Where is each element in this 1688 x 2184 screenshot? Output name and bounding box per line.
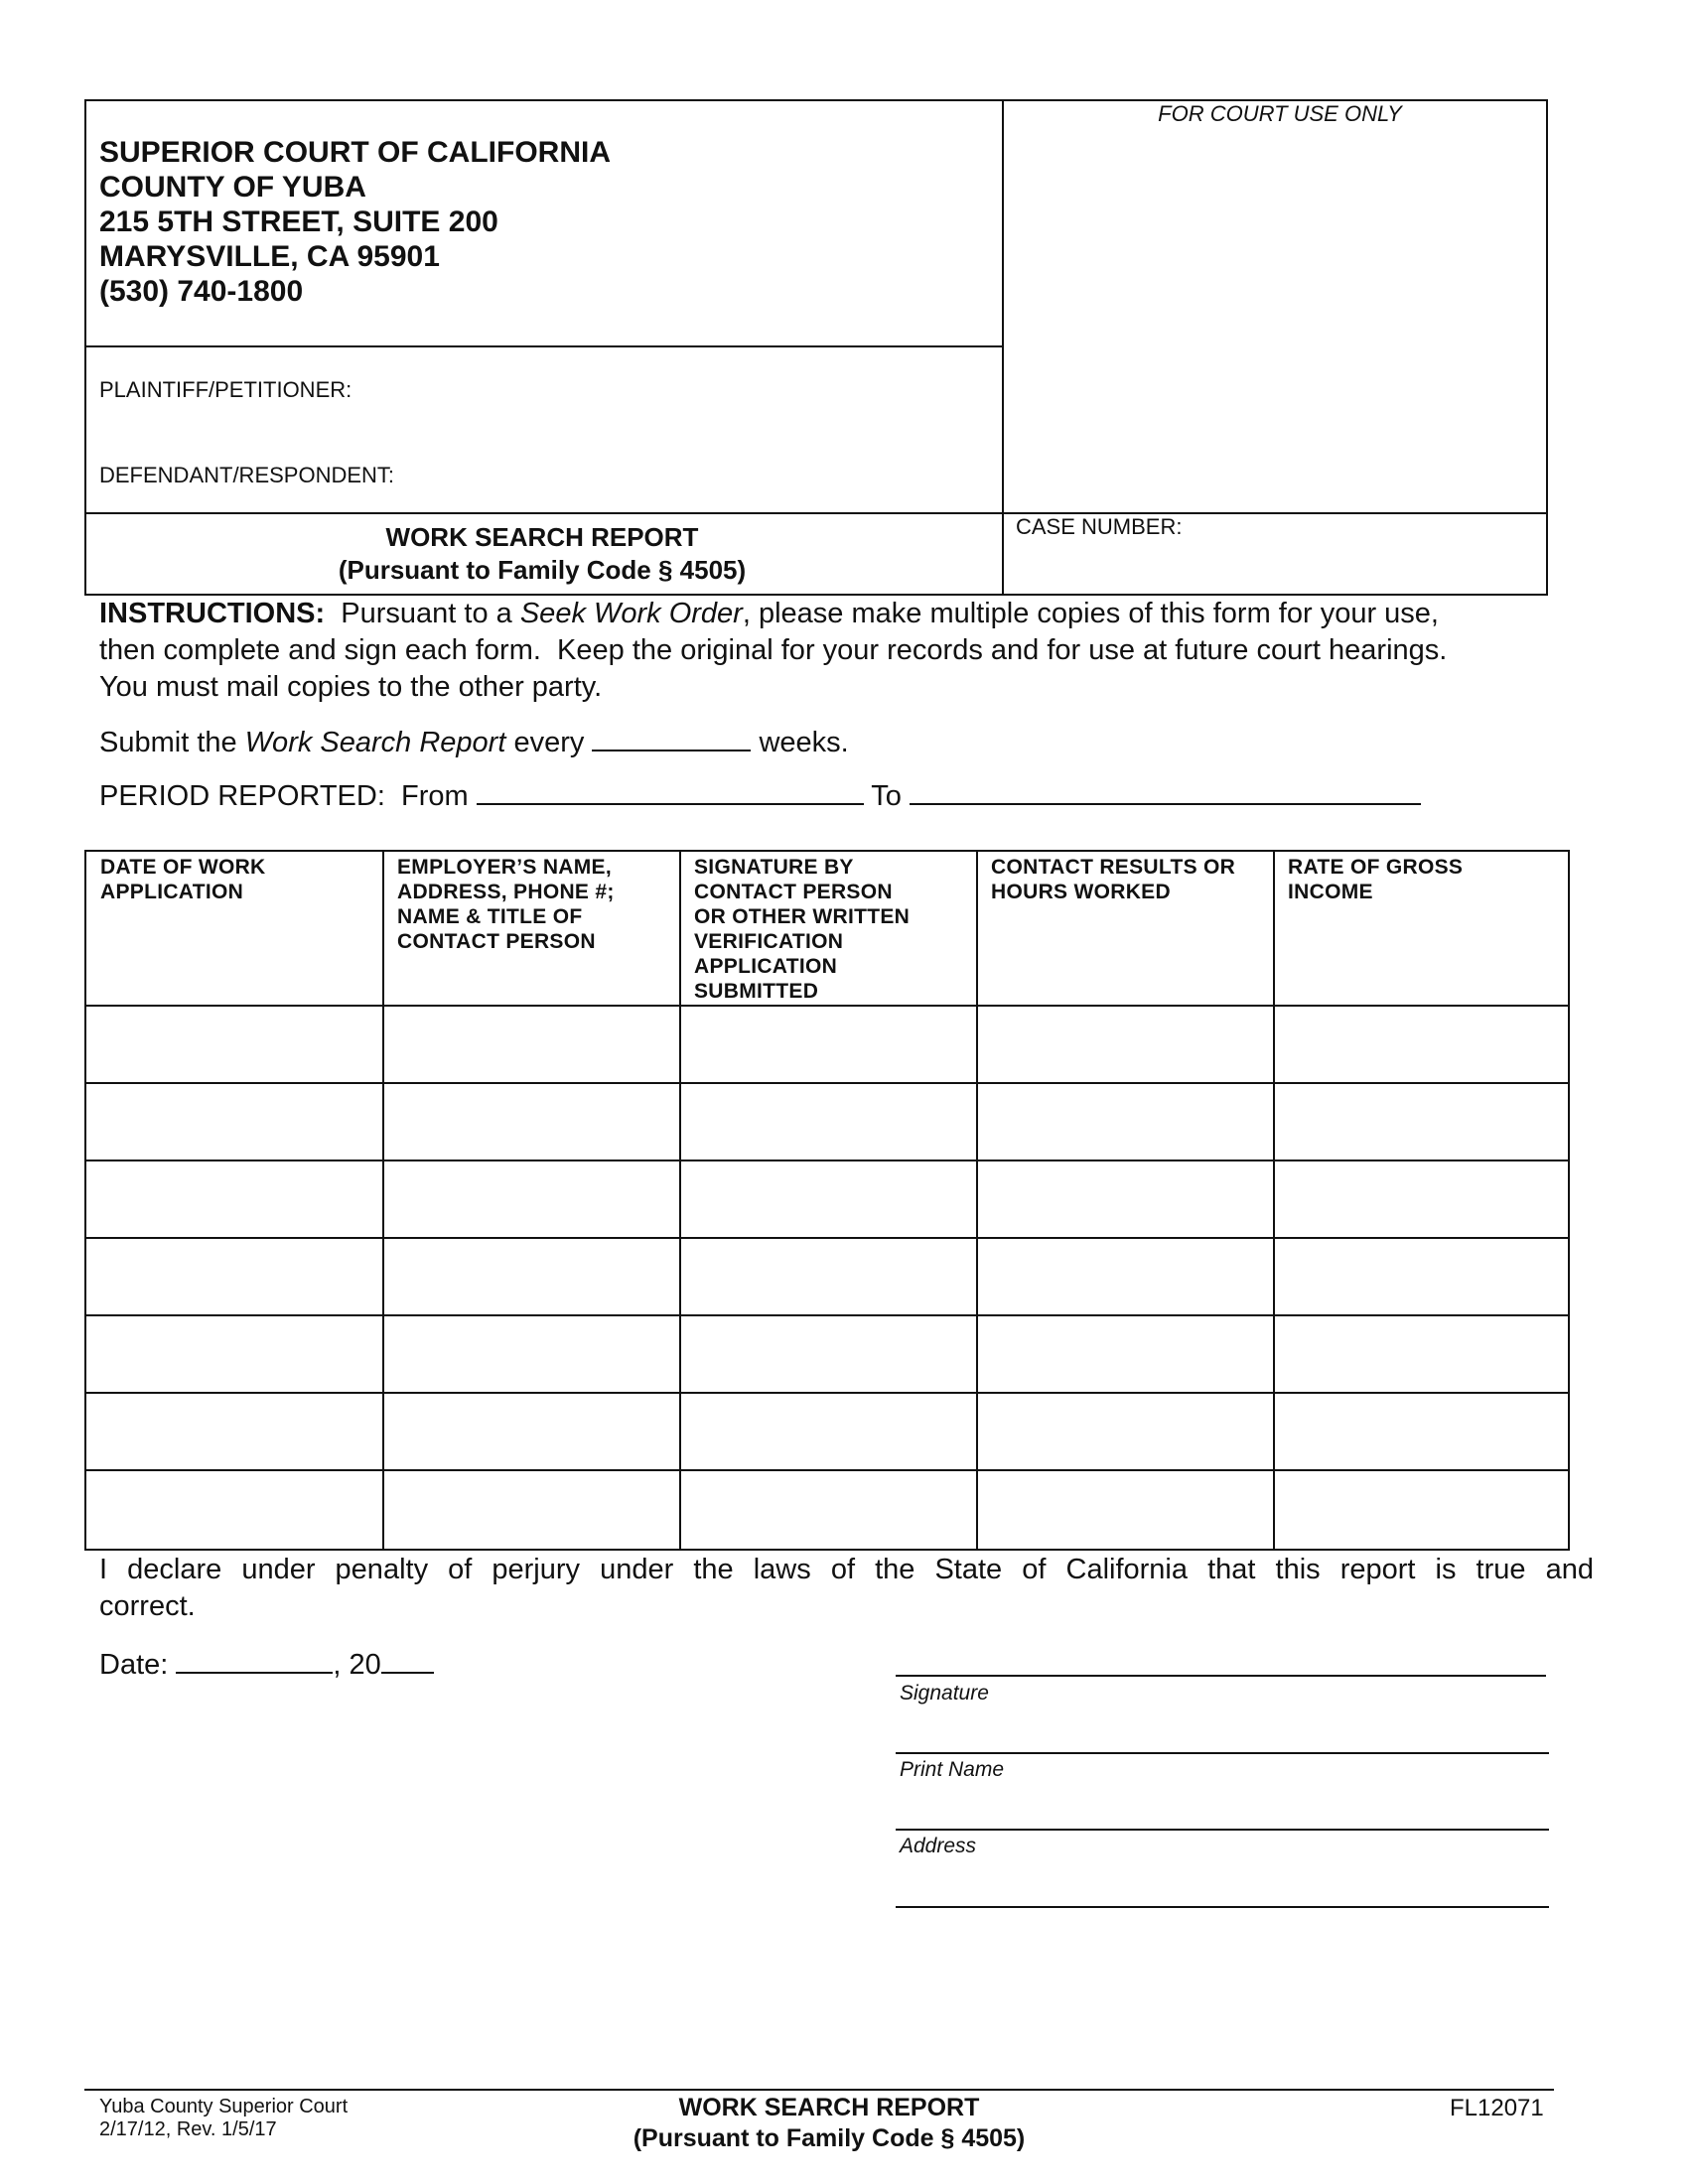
instructions [99, 596, 1609, 706]
table-cell[interactable] [684, 1010, 971, 1077]
table-header-cell [991, 855, 1268, 904]
footer-rule [84, 2089, 1554, 2091]
table-cell[interactable] [684, 1242, 971, 1309]
table-header-line: APPLICATION [100, 881, 244, 903]
table-header-line: APPLICATION [694, 955, 838, 978]
table-column-divider [382, 852, 384, 1549]
address-line[interactable] [896, 1829, 1549, 1831]
table-header-line: HOURS WORKED [991, 881, 1171, 903]
case-number-label: CASE NUMBER: [1016, 514, 1183, 539]
table-cell[interactable] [981, 1397, 1268, 1464]
year-prefix: , 20 [333, 1649, 381, 1681]
table-cell[interactable] [684, 1397, 971, 1464]
table-header-cell [100, 855, 377, 904]
table-cell[interactable] [1278, 1010, 1565, 1077]
table-cell[interactable] [387, 1087, 674, 1155]
table-header-line: CONTACT PERSON [397, 930, 596, 953]
instructions-text-2: , please make multiple copies of this form for your use, [742, 598, 1439, 629]
table-cell[interactable] [387, 1010, 674, 1077]
table-row-divider [86, 1082, 1568, 1084]
table-header-line: ADDRESS, PHONE #; [397, 881, 615, 903]
report-name-text: Work Search Report [244, 727, 506, 758]
table-cell[interactable] [1278, 1164, 1565, 1232]
table-header-line: CONTACT RESULTS OR [991, 856, 1236, 879]
table-row-divider [86, 1237, 1568, 1239]
period-to-field[interactable] [910, 775, 1421, 805]
table-cell[interactable] [90, 1242, 377, 1309]
submit-line [99, 722, 849, 761]
footer-left [99, 2096, 348, 2141]
period-from-field[interactable] [477, 775, 864, 805]
plaintiff-field[interactable] [387, 369, 993, 403]
declaration-line-2: correct. [99, 1590, 196, 1622]
signature-label: Signature [900, 1682, 989, 1705]
table-cell[interactable] [387, 1164, 674, 1232]
defendant-field[interactable] [437, 455, 993, 488]
signature-line[interactable] [896, 1675, 1546, 1677]
plaintiff-label: PLAINTIFF/PETITIONER: [99, 377, 352, 402]
table-cell[interactable] [684, 1474, 971, 1542]
table-cell[interactable] [981, 1087, 1268, 1155]
footer-revision: 2/17/12, Rev. 1/5/17 [99, 2118, 277, 2140]
table-header-line: SIGNATURE BY [694, 856, 854, 879]
table-cell[interactable] [684, 1164, 971, 1232]
print-name-line[interactable] [896, 1752, 1549, 1754]
caption-form-title: WORK SEARCH REPORT [385, 522, 699, 552]
table-header-line: VERIFICATION [694, 930, 844, 953]
table-cell[interactable] [387, 1319, 674, 1387]
address-label: Address [900, 1835, 977, 1857]
table-header-cell [1288, 855, 1565, 904]
table-cell[interactable] [981, 1164, 1268, 1232]
table-row-divider [86, 1314, 1568, 1316]
declaration-line-1: I declare under penalty of perjury under the laws of the State of California that this report is true and [99, 1554, 1594, 1585]
table-header-cell [694, 855, 971, 1004]
table-header-line: OR OTHER WRITTEN [694, 905, 911, 928]
table-cell[interactable] [90, 1087, 377, 1155]
table-column-divider [679, 852, 681, 1549]
table-header-line: NAME & TITLE OF [397, 905, 583, 928]
table-cell[interactable] [981, 1010, 1268, 1077]
instructions-line-1 [99, 596, 1609, 632]
footer-court-name: Yuba County Superior Court [99, 2096, 349, 2117]
table-header-line: DATE OF WORK [100, 856, 266, 879]
table-cell[interactable] [387, 1242, 674, 1309]
court-phone: (530) 740-1800 [99, 275, 304, 308]
table-cell[interactable] [1278, 1474, 1565, 1542]
period-line [99, 775, 1421, 815]
table-header-line: RATE OF GROSS [1288, 856, 1464, 879]
table-cell[interactable] [981, 1319, 1268, 1387]
work-search-table [84, 850, 1570, 1551]
caption-divider-title [86, 512, 1546, 514]
table-cell[interactable] [90, 1164, 377, 1232]
table-column-divider [976, 852, 978, 1549]
table-cell[interactable] [684, 1087, 971, 1155]
table-cell[interactable] [981, 1242, 1268, 1309]
instructions-lead: INSTRUCTIONS: [99, 598, 326, 629]
declaration [99, 1552, 1594, 1625]
defendant-label: DEFENDANT/RESPONDENT: [99, 463, 395, 487]
table-cell[interactable] [90, 1397, 377, 1464]
period-label: PERIOD REPORTED: From [99, 780, 477, 812]
instructions-text-1: Pursuant to a [325, 598, 520, 629]
table-row-divider [86, 1392, 1568, 1394]
table-cell[interactable] [1278, 1319, 1565, 1387]
footer-form-subtitle: (Pursuant to Family Code § 4505) [633, 2124, 1026, 2152]
submit-prefix: Submit the [99, 727, 245, 758]
year-field[interactable] [381, 1644, 434, 1674]
table-header-line: EMPLOYER’S NAME, [397, 856, 612, 879]
court-city: MARYSVILLE, CA 95901 [99, 240, 440, 273]
footer-form-number: FL12071 [1450, 2095, 1544, 2121]
date-label: Date: [99, 1649, 177, 1681]
table-row-divider [86, 1469, 1568, 1471]
table-cell[interactable] [90, 1010, 377, 1077]
table-cell[interactable] [1278, 1087, 1565, 1155]
caption-divider-address [86, 345, 1002, 347]
footer-form-title: WORK SEARCH REPORT [678, 2094, 980, 2121]
table-cell[interactable] [90, 1319, 377, 1387]
table-header-line: CONTACT PERSON [694, 881, 893, 903]
court-name: SUPERIOR COURT OF CALIFORNIA [99, 136, 611, 169]
caption-form-subtitle: (Pursuant to Family Code § 4505) [338, 555, 747, 585]
date-line [99, 1644, 434, 1684]
table-cell[interactable] [387, 1474, 674, 1542]
case-number-field[interactable] [1016, 544, 1532, 588]
instructions-line-3: You must mail copies to the other party. [99, 671, 603, 703]
period-to-label: To [863, 780, 910, 812]
table-cell[interactable] [981, 1474, 1268, 1542]
table-row-divider [86, 1160, 1568, 1161]
submit-every: every [505, 727, 593, 758]
seek-work-order-text: Seek Work Order [519, 598, 743, 629]
print-name-label: Print Name [900, 1758, 1005, 1781]
court-use-only-area[interactable] [1003, 134, 1544, 506]
table-header-divider [86, 1005, 1568, 1007]
table-cell[interactable] [387, 1397, 674, 1464]
date-field[interactable] [176, 1644, 333, 1674]
instructions-line-2: then complete and sign each form. Keep the original for your records and for use at future court hearings. [99, 634, 1448, 666]
table-header-line: INCOME [1288, 881, 1373, 903]
address-line-2[interactable] [896, 1906, 1549, 1908]
submit-weeks: weeks. [751, 727, 849, 758]
table-header-line: SUBMITTED [694, 980, 819, 1003]
court-address-block [99, 135, 611, 309]
table-cell[interactable] [684, 1319, 971, 1387]
court-county: COUNTY OF YUBA [99, 171, 366, 204]
court-use-only-label: FOR COURT USE ONLY [1158, 101, 1402, 126]
table-column-divider [1273, 852, 1275, 1549]
court-street: 215 5TH STREET, SUITE 200 [99, 205, 498, 238]
table-header-cell [397, 855, 674, 954]
weeks-field[interactable] [592, 722, 751, 751]
table-cell[interactable] [1278, 1242, 1565, 1309]
table-cell[interactable] [1278, 1397, 1565, 1464]
footer-center [531, 2093, 1127, 2154]
table-cell[interactable] [90, 1474, 377, 1542]
